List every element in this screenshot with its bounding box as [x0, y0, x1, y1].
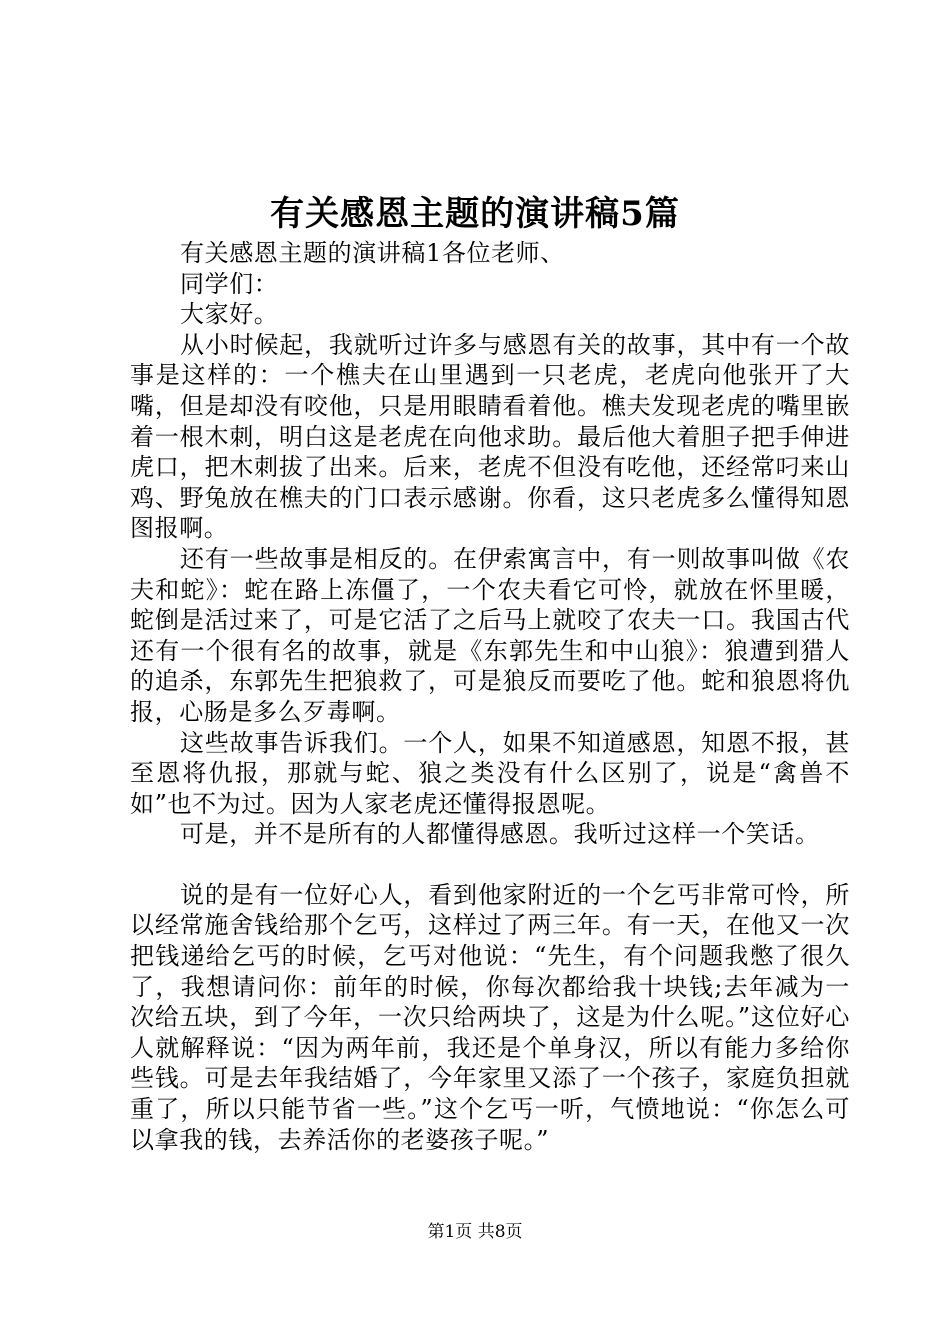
document-title: 有关感恩主题的演讲稿5篇 — [270, 194, 680, 234]
paragraph: 说的是有一位好心人，看到他家附近的一个乞丐非常可怜，所以经常施舍钱给那个乞丐，这样过了两三年。有一天，在他又一次把钱递给乞丐的时候，乞丐对他说：“先生，有个问题我憋了很久了，我想请问你：前年的时候，你每次都给我十块钱;去年减为一次给五块，到了今年，一次只给两块了，这是为什么呢。”这位好心人就解释说：“因为两年前，我还是个单身汉，所以有能力多给你些钱。可是去年我结婚了，今年家里又添了一个孩子，家庭负担就重了，所以只能节省一些。”这个乞丐一听，气愤地说：“你怎么可以拿我的钱，去养活你的老婆孩子呢。” — [130, 880, 850, 1154]
page-footer: 第1页 共8页 — [427, 1222, 523, 1242]
paragraph: 还有一些故事是相反的。在伊索寓言中，有一则故事叫做《农夫和蛇》：蛇在路上冻僵了，一个农夫看它可怜，就放在怀里暖，蛇倒是活过来了，可是它活了之后马上就咬了农夫一口。我国古代还有一个很有名的故事，就是《东郭先生和中山狼》：狼遭到猎人的追杀，东郭先生把狼救了，可是狼反而要吃了他。蛇和狼恩将仇报，心肠是多么歹毒啊。 — [130, 544, 850, 726]
paragraph: 有关感恩主题的演讲稿1各位老师、 — [180, 239, 565, 267]
paragraph: 从小时候起，我就听过许多与感恩有关的故事，其中有一个故事是这样的：一个樵夫在山里遇到一只老虎，老虎向他张开了大嘴，但是却没有咬他，只是用眼睛看着他。樵夫发现老虎的嘴里嵌着一根木刺，明白这是老虎在向他求助。最后他大着胆子把手伸进虎口，把木刺拔了出来。后来，老虎不但没有吃他，还经常叼来山鸡、野兔放在樵夫的门口表示感谢。你看，这只老虎多么懂得知恩图报啊。 — [130, 330, 850, 543]
paragraph: 可是，并不是所有的人都懂得感恩。我听过这样一个笑话。 — [180, 820, 820, 849]
paragraph: 同学们： — [180, 269, 279, 298]
paragraph: 这些故事告诉我们。一个人，如果不知道感恩，知恩不报，甚至恩将仇报，那就与蛇、狼之类没有什么区别了，说是“禽兽不如”也不为过。因为人家老虎还懂得报恩呢。 — [130, 728, 850, 818]
document-body — [130, 238, 850, 1155]
paragraph: 大家好。 — [180, 300, 279, 329]
